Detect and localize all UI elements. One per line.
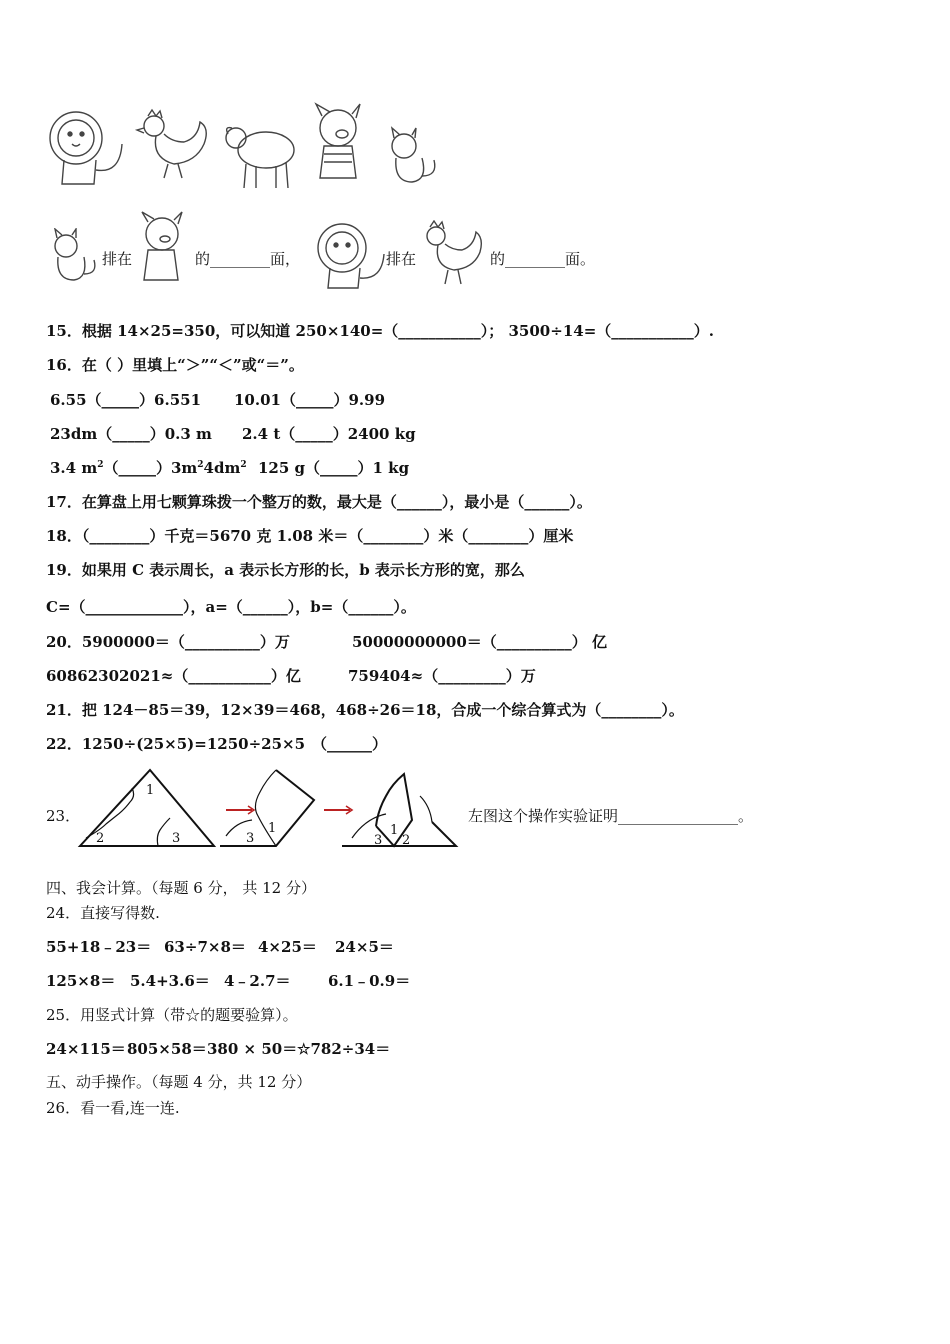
q16-number: 16．: [46, 356, 82, 374]
q17: [46, 491, 592, 512]
q16-sup-1: 2: [97, 460, 104, 470]
q14-text-2: 的________面，: [195, 250, 301, 268]
q20-d: 759404≈（_________）万: [348, 667, 536, 685]
q15: [46, 320, 714, 341]
q25-number: 25．: [46, 1006, 81, 1024]
q14-text-3: 排在: [386, 250, 417, 268]
q14-text-4: 的________面。: [490, 250, 596, 268]
q24-r1-2: 63÷7×8＝: [164, 938, 246, 956]
q16-row3a-pre: 3.4 m: [50, 459, 98, 477]
q24-text: 直接写得数.: [80, 904, 160, 922]
arrow-1: [226, 806, 254, 814]
pig-image: [306, 102, 376, 186]
q16-row3b: 125 g（_____）1 kg: [258, 459, 410, 477]
q15-number: 15．: [46, 322, 82, 340]
q20-number: 20．: [46, 633, 82, 651]
q25-r1-4: ☆782÷34＝: [297, 1040, 391, 1058]
q24-r2-4: 6.1﹣0.9＝: [328, 972, 411, 990]
q21-text: 把 124－85＝39，12×39＝468，468÷26＝18，合成一个综合算式为（________）。: [81, 701, 684, 719]
q15-text: 根据 14×25=350，可以知道 250×140=（___________）； 3500÷14=（___________）.: [81, 322, 714, 340]
rooster-image: [134, 108, 218, 184]
angle-label: 1: [146, 783, 155, 798]
q24-r2-1: 125×8＝: [46, 972, 116, 990]
q25: [46, 1004, 298, 1025]
q23-text: 左图这个操作实验证明________________。: [468, 807, 754, 825]
q17-text: 在算盘上用七颗算珠拨一个整万的数，最大是（______），最小是（______）。: [81, 493, 592, 511]
lion-image: [44, 104, 130, 190]
angle-label: 1: [390, 823, 399, 838]
q16: [46, 354, 304, 375]
q25-r1-3: 380 × 50＝: [207, 1040, 298, 1058]
q26-number: 26．: [46, 1099, 81, 1117]
q25-r1-2: 805×58＝: [127, 1040, 207, 1058]
q17-number: 17．: [46, 493, 82, 511]
q16-row3a: [50, 457, 247, 478]
q16-row1b: 10.01（_____）9.99: [234, 391, 386, 409]
q24-r2-3: 4﹣2.7＝: [224, 972, 291, 990]
q16-row3a-mid2: 4dm: [203, 459, 241, 477]
q25-r1-1: 24×115＝: [46, 1040, 126, 1058]
rooster-image-small: [418, 220, 490, 290]
q16-row2b: 2.4 t（_____）2400 kg: [242, 425, 416, 443]
q18-text: （________）千克＝5670 克 1.08 米＝（________）米（________）厘米: [81, 527, 574, 545]
q20-a: [46, 631, 290, 652]
triangle-experiment-figure: [76, 766, 466, 852]
q16-row2a: 23dm（_____）0.3 m: [50, 425, 212, 443]
q16-sup-3: 2: [240, 460, 247, 470]
q20-text-a: 5900000＝（__________）万: [81, 633, 290, 651]
q19-line2: C=（_____________），a=（______），b=（______）。: [46, 598, 416, 616]
q22-text: 1250÷(25×5)=1250÷25×5: [81, 735, 306, 753]
angle-label: 1: [268, 821, 277, 836]
section5-title: 五、动手操作。（每题 4 分，共 12 分）: [46, 1073, 312, 1091]
q16-row1a: 6.55（_____）6.551: [50, 391, 202, 409]
angle-label: 2: [402, 833, 411, 848]
q26: [46, 1097, 180, 1118]
q24-r1-3: 4×25＝: [258, 938, 317, 956]
q22-number: 22．: [46, 735, 82, 753]
q18: [46, 525, 573, 546]
q26-text: 看一看,连一连.: [80, 1099, 180, 1117]
q16-text: 在（ ）里填上“＞”“＜”或“＝”。: [81, 356, 304, 374]
q22: [46, 733, 305, 754]
q24-number: 24．: [46, 904, 81, 922]
q19-text: 如果用 C 表示周长，a 表示长方形的长，b 表示长方形的宽，那么: [81, 561, 525, 579]
q23-number: 23．: [46, 807, 81, 825]
triangle-step3: [342, 774, 456, 846]
angle-label: 3: [246, 831, 255, 846]
q24-r1-4: 24×5＝: [335, 938, 394, 956]
q20-b: 50000000000＝（__________） 亿: [352, 633, 608, 651]
q19-number: 19．: [46, 561, 82, 579]
q21: [46, 699, 684, 720]
triangle-step2: [220, 770, 314, 846]
q24: [46, 902, 160, 923]
q14-text-1: 排在: [102, 250, 133, 268]
q16-row3a-mid: （_____）3m: [103, 459, 198, 477]
q18-number: 18．: [46, 527, 82, 545]
q20-c: 60862302021≈（___________）亿: [46, 667, 301, 685]
cat-image-small: [48, 228, 100, 288]
angle-label: 3: [172, 831, 181, 846]
sheep-image: [220, 116, 300, 192]
q24-r2-2: 5.4+3.6＝: [130, 972, 210, 990]
lion-image-small: [312, 218, 388, 290]
arrow-2: [324, 806, 352, 814]
q24-r1-1: 55+18﹣23＝: [46, 938, 152, 956]
q22-blank: （______）: [312, 735, 388, 753]
pig-image-small: [134, 210, 192, 286]
angle-label: 3: [374, 833, 383, 848]
q16-sup-2: 2: [197, 460, 204, 470]
q25-text: 用竖式计算（带☆的题要验算）。: [80, 1006, 298, 1024]
section4-title: 四、我会计算。（每题 6 分， 共 12 分）: [46, 879, 316, 897]
q21-number: 21．: [46, 701, 82, 719]
cat-image: [384, 126, 440, 188]
angle-label: 2: [96, 831, 105, 846]
q19: [46, 559, 525, 580]
